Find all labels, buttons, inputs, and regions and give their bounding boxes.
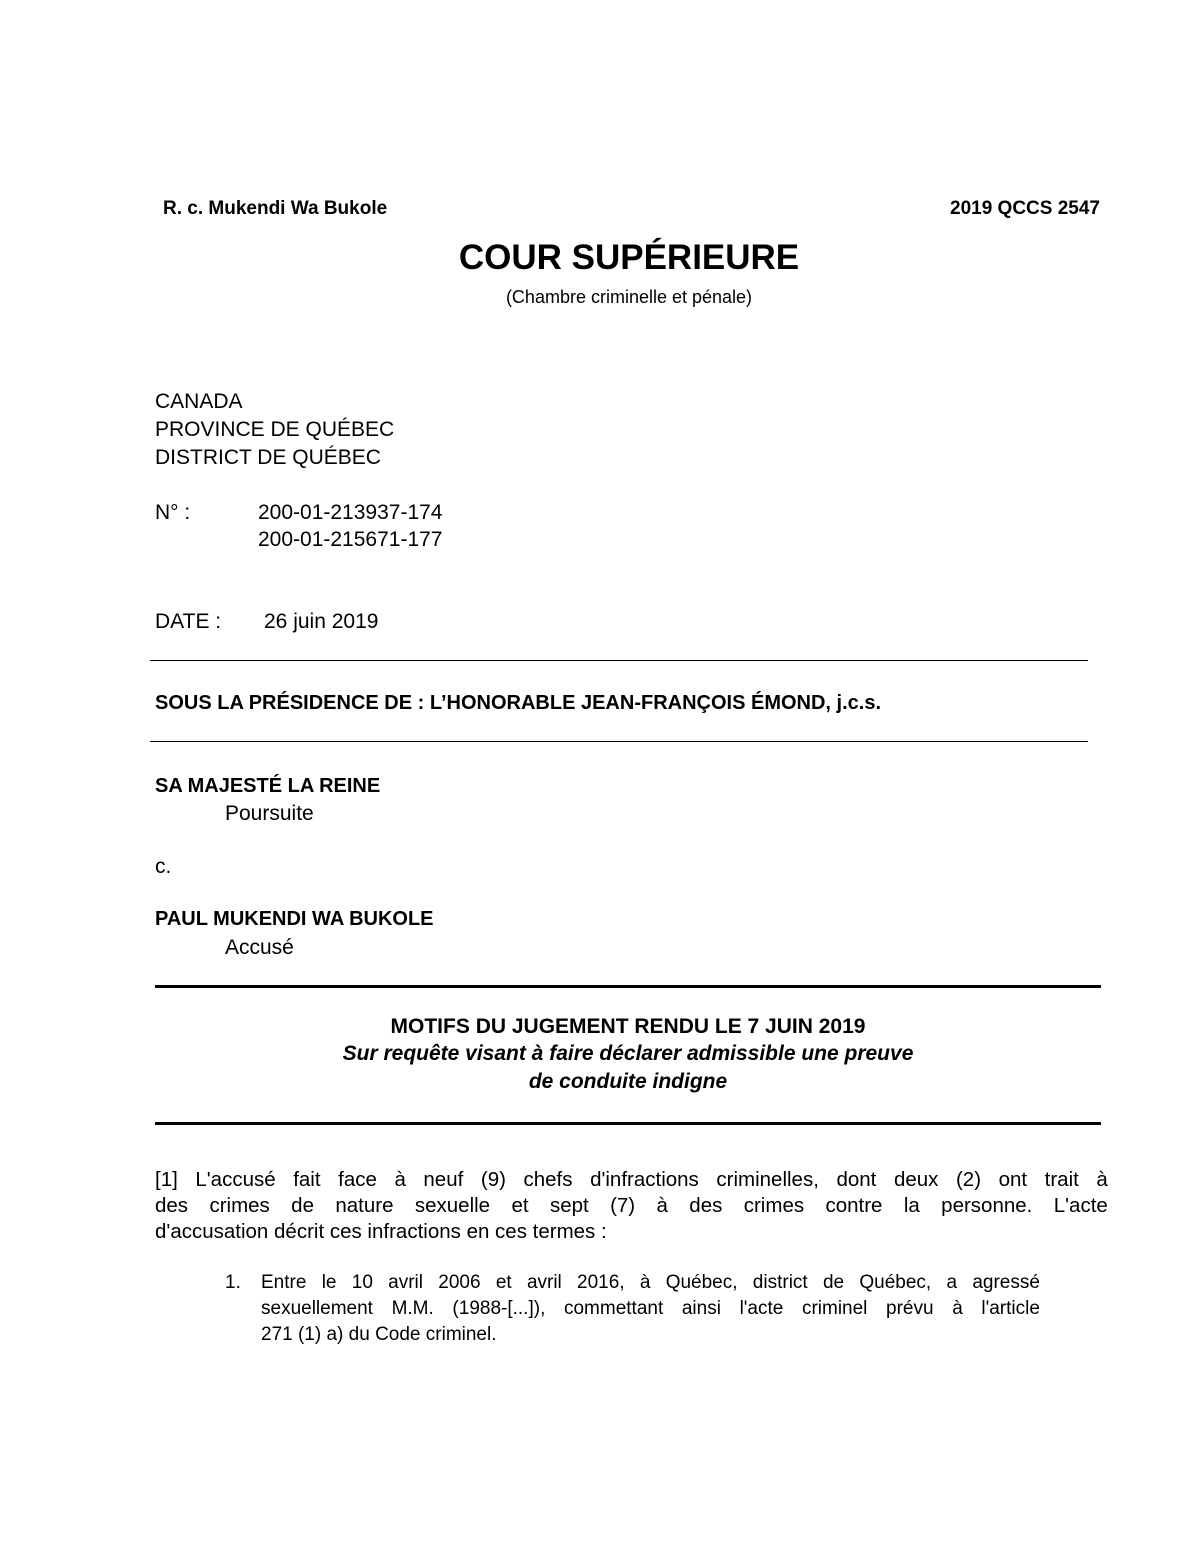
heading-rule-top (155, 985, 1101, 988)
word: la (903, 1194, 920, 1217)
presiding-judge: SOUS LA PRÉSIDENCE DE : L’HONORABLE JEAN-FRANÇOIS ÉMOND, j.c.s. (155, 692, 882, 714)
word: à (656, 1194, 668, 1217)
word: Québec, (665, 1272, 738, 1293)
prosecution-role: Poursuite (225, 802, 314, 825)
word: à (952, 1298, 963, 1319)
word: 10 (351, 1272, 373, 1293)
word: et (495, 1272, 512, 1293)
judgment-subtitle-line1: Sur requête visant à faire déclarer admissible une preuve (342, 1042, 914, 1065)
word: deux (893, 1168, 939, 1191)
word: fait (293, 1168, 321, 1191)
file-number-label: N° : (155, 501, 191, 524)
date-value: 26 juin 2019 (264, 610, 379, 633)
word: (7) (610, 1194, 636, 1217)
word: L'accusé (195, 1168, 276, 1191)
word: criminelles, (716, 1168, 819, 1191)
case-name: R. c. Mukendi Wa Bukole (163, 198, 388, 219)
word: neuf (423, 1168, 464, 1191)
word: l'acte (739, 1298, 784, 1319)
date-label: DATE : (155, 610, 222, 633)
paragraph-line (155, 1219, 1108, 1245)
word: a (946, 1272, 958, 1293)
word: agressé (972, 1272, 1040, 1293)
versus: c. (155, 855, 172, 878)
word: des (689, 1194, 723, 1217)
word: crimes (209, 1194, 270, 1217)
accused-role: Accusé (225, 936, 294, 959)
word: M.M. (391, 1298, 434, 1319)
judgment-subtitle-line2: de conduite indigne (528, 1070, 728, 1093)
jurisdiction-district: DISTRICT DE QUÉBEC (155, 446, 381, 469)
word: ainsi (681, 1298, 721, 1319)
count-line (261, 1322, 1040, 1348)
word: de (822, 1272, 845, 1293)
word: à (1096, 1168, 1108, 1191)
court-chamber: (Chambre criminelle et pénale) (505, 287, 753, 307)
file-number-2: 200-01-215671-177 (258, 528, 443, 551)
word: (2) (955, 1168, 982, 1191)
word: contre (825, 1194, 883, 1217)
word: criminel (801, 1298, 868, 1319)
separator-line (150, 660, 1088, 661)
word: de (291, 1194, 314, 1217)
word: avril (526, 1272, 562, 1293)
word: personne. (941, 1194, 1033, 1217)
judgment-title: MOTIFS DU JUGEMENT RENDU LE 7 JUIN 2019 (390, 1015, 866, 1038)
word: à (394, 1168, 406, 1191)
court-name: COUR SUPÉRIEURE (458, 238, 800, 277)
word: prévu (886, 1298, 934, 1319)
separator-line (150, 741, 1088, 742)
word: trait (1044, 1168, 1079, 1191)
word: nature (335, 1194, 394, 1217)
paragraph-text: d'accusation décrit ces infractions en ces termes : (155, 1220, 607, 1243)
word: l'article (981, 1298, 1040, 1319)
word: sexuellement (261, 1298, 373, 1319)
word: L'acte (1053, 1194, 1108, 1217)
word: district (752, 1272, 808, 1293)
heading-rule-bottom (155, 1122, 1101, 1125)
word: commettant (563, 1298, 664, 1319)
word: d'infractions (590, 1168, 699, 1191)
word: (9) (480, 1168, 506, 1191)
word: des (155, 1194, 189, 1217)
word: sexuelle (414, 1194, 491, 1217)
word: le (321, 1272, 337, 1293)
file-number-1: 200-01-213937-174 (258, 501, 443, 524)
accused-name: PAUL MUKENDI WA BUKOLE (155, 908, 434, 930)
word: dont (836, 1168, 877, 1191)
jurisdiction-country: CANADA (155, 390, 243, 413)
word: Québec, (859, 1272, 932, 1293)
word: chefs (523, 1168, 573, 1191)
count-number: 1. (225, 1272, 241, 1293)
word: et (511, 1194, 529, 1217)
count-text: 271 (1) a) du Code criminel. (261, 1324, 497, 1345)
word: avril (388, 1272, 423, 1293)
word: 2006 (438, 1272, 481, 1293)
neutral-citation: 2019 QCCS 2547 (950, 198, 1100, 219)
count-line (261, 1270, 1040, 1296)
paragraph-line (155, 1167, 1108, 1193)
word: face (338, 1168, 377, 1191)
word: 2016, (577, 1272, 625, 1293)
count-line (261, 1296, 1040, 1322)
paragraph-1 (155, 1167, 1108, 1245)
word: à (639, 1272, 651, 1293)
word: ont (998, 1168, 1028, 1191)
prosecution-name: SA MAJESTÉ LA REINE (155, 775, 381, 797)
jurisdiction-province: PROVINCE DE QUÉBEC (155, 418, 395, 441)
word: crimes (743, 1194, 805, 1217)
word: (1988-[...]), (452, 1298, 546, 1319)
word: Entre (261, 1272, 307, 1293)
word: sept (549, 1194, 589, 1217)
paragraph-number: [1] (155, 1168, 178, 1191)
paragraph-line (155, 1193, 1108, 1219)
